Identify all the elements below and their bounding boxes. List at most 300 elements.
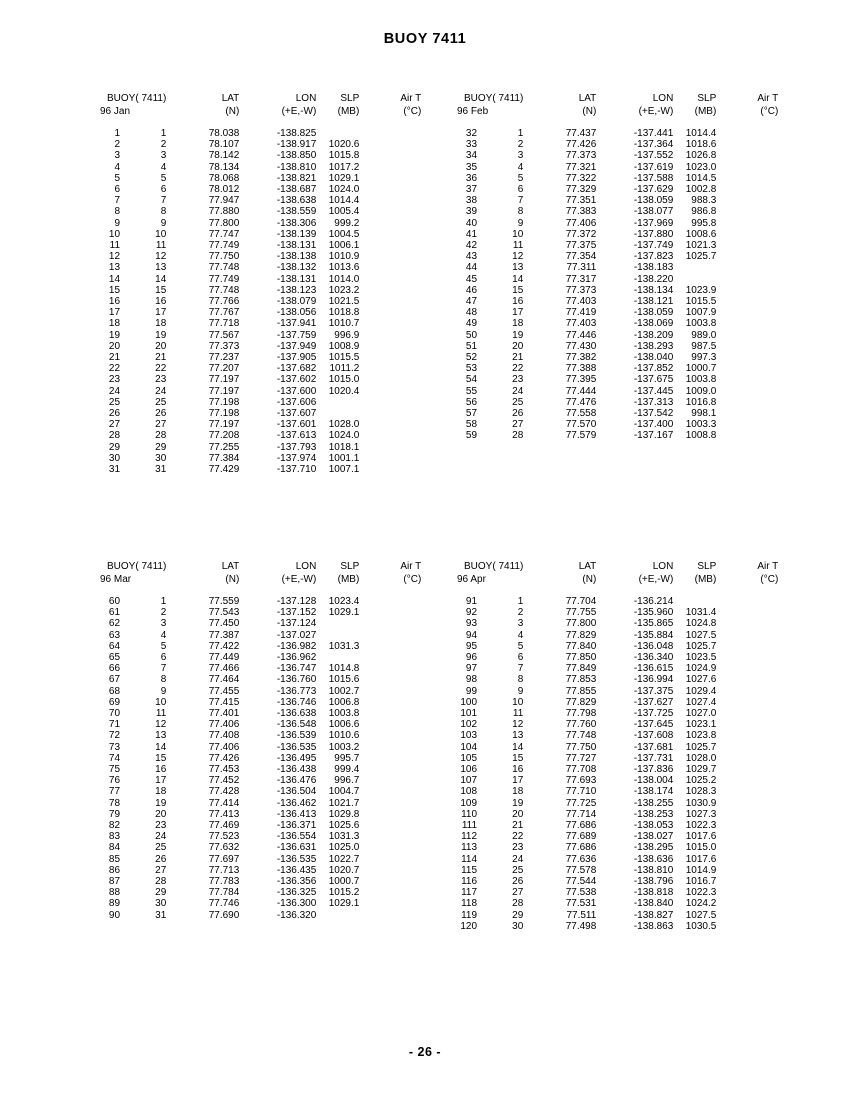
table-row bbox=[85, 341, 421, 352]
col-header-airt: Air T bbox=[757, 561, 779, 572]
table-row bbox=[442, 307, 778, 318]
slp-cell: 1007.9 bbox=[685, 307, 717, 319]
slp-cell: 1002.8 bbox=[685, 184, 717, 196]
slp-cell: 1003.8 bbox=[685, 318, 717, 330]
lat-cell: 77.829 bbox=[565, 629, 597, 641]
lon-cell: -137.167 bbox=[633, 430, 674, 442]
seq-cell: 29 bbox=[108, 441, 121, 453]
airt-cell bbox=[716, 240, 778, 251]
day-cell: 9 bbox=[160, 217, 167, 229]
day-cell: 7 bbox=[160, 663, 167, 675]
lat-cell: 77.850 bbox=[565, 652, 597, 664]
airt-cell bbox=[716, 195, 778, 206]
slp-cell: 1027.0 bbox=[685, 708, 717, 720]
seq-cell: 120 bbox=[460, 920, 478, 932]
seq-cell: 100 bbox=[460, 696, 478, 708]
slp-cell: 1025.7 bbox=[685, 640, 717, 652]
airt-cell bbox=[716, 663, 778, 674]
lat-cell: 77.419 bbox=[565, 307, 597, 319]
lat-cell: 78.068 bbox=[208, 172, 240, 184]
airt-cell bbox=[359, 820, 421, 831]
airt-cell bbox=[716, 786, 778, 797]
day-cell: 18 bbox=[155, 786, 167, 798]
seq-cell: 17 bbox=[108, 307, 121, 319]
lon-cell: -136.982 bbox=[276, 640, 317, 652]
airt-cell bbox=[359, 184, 421, 195]
slp-cell: 1023.4 bbox=[328, 596, 360, 607]
col-unit-lon: (+E,-W) bbox=[281, 106, 317, 117]
day-cell: 11 bbox=[512, 240, 524, 252]
day-cell: 5 bbox=[517, 172, 524, 184]
airt-cell bbox=[359, 686, 421, 697]
airt-cell bbox=[716, 753, 778, 764]
seq-cell: 44 bbox=[465, 262, 478, 274]
slp-cell: 1021.7 bbox=[328, 797, 360, 809]
lat-cell: 78.134 bbox=[208, 161, 240, 173]
seq-cell: 73 bbox=[108, 741, 121, 753]
day-cell: 9 bbox=[517, 217, 524, 229]
col-header-slp: SLP bbox=[340, 93, 360, 104]
lat-cell: 77.749 bbox=[208, 273, 240, 285]
slp-cell: 1015.0 bbox=[685, 842, 717, 854]
lon-cell: -137.974 bbox=[276, 452, 317, 464]
airt-cell bbox=[359, 753, 421, 764]
table-row bbox=[85, 274, 421, 285]
slp-cell: 1030.5 bbox=[685, 920, 717, 932]
airt-cell bbox=[716, 352, 778, 363]
day-cell: 17 bbox=[155, 775, 167, 787]
day-cell: 8 bbox=[517, 674, 524, 686]
buoy-data-table bbox=[85, 92, 421, 475]
airt-cell bbox=[716, 408, 778, 419]
lon-cell: -136.413 bbox=[276, 808, 317, 820]
lon-cell: -135.865 bbox=[633, 618, 674, 630]
seq-cell: 30 bbox=[108, 452, 121, 464]
seq-cell: 28 bbox=[108, 430, 121, 442]
day-cell: 18 bbox=[155, 318, 167, 330]
col-unit-slp: (MB) bbox=[694, 106, 717, 117]
seq-cell: 108 bbox=[460, 786, 478, 798]
lat-cell: 77.531 bbox=[565, 898, 597, 910]
seq-cell: 104 bbox=[460, 741, 478, 753]
lon-cell: -138.810 bbox=[276, 161, 317, 173]
table-row bbox=[442, 730, 778, 741]
slp-cell: 1003.8 bbox=[685, 374, 717, 386]
airt-cell bbox=[716, 251, 778, 262]
slp-cell: 1024.8 bbox=[685, 618, 717, 630]
seq-cell: 26 bbox=[108, 408, 121, 420]
table-row bbox=[442, 195, 778, 206]
lon-cell: -137.364 bbox=[633, 139, 674, 151]
airt-cell bbox=[716, 229, 778, 240]
lat-cell: 77.800 bbox=[208, 217, 240, 229]
airt-cell bbox=[359, 674, 421, 685]
slp-cell: 1011.2 bbox=[329, 363, 360, 375]
lat-cell: 77.713 bbox=[208, 864, 240, 876]
airt-cell bbox=[716, 630, 778, 641]
airt-cell bbox=[359, 139, 421, 150]
lat-cell: 77.767 bbox=[208, 307, 240, 319]
seq-cell: 118 bbox=[461, 898, 478, 910]
lat-cell: 77.760 bbox=[565, 719, 597, 731]
lon-cell: -136.539 bbox=[276, 730, 317, 742]
lon-cell: -138.069 bbox=[633, 318, 674, 330]
airt-cell bbox=[716, 730, 778, 741]
airt-cell bbox=[716, 318, 778, 329]
table-row bbox=[442, 865, 778, 876]
slp-cell bbox=[316, 652, 359, 663]
slp-cell: 1022.3 bbox=[685, 887, 717, 899]
slp-cell bbox=[316, 408, 359, 419]
airt-cell bbox=[716, 162, 778, 173]
slp-cell: 1018.1 bbox=[328, 441, 360, 453]
airt-cell bbox=[716, 262, 778, 273]
lon-cell: -138.825 bbox=[276, 128, 317, 139]
airt-cell bbox=[716, 184, 778, 195]
day-cell: 5 bbox=[517, 640, 524, 652]
lon-cell: -138.053 bbox=[633, 820, 674, 832]
lon-cell: -136.048 bbox=[633, 640, 674, 652]
slp-cell: 1029.8 bbox=[328, 808, 360, 820]
table-row bbox=[442, 318, 778, 329]
table-row bbox=[442, 341, 778, 352]
airt-cell bbox=[716, 330, 778, 341]
slp-cell: 1000.7 bbox=[685, 363, 717, 375]
seq-cell: 61 bbox=[108, 607, 121, 619]
lon-cell: -138.040 bbox=[633, 352, 674, 364]
table-row bbox=[442, 898, 778, 909]
table-row bbox=[442, 641, 778, 652]
airt-cell bbox=[716, 674, 778, 685]
airt-cell bbox=[359, 374, 421, 385]
airt-cell bbox=[359, 809, 421, 820]
slp-cell bbox=[316, 618, 359, 629]
lat-cell: 77.207 bbox=[208, 363, 240, 375]
day-cell: 13 bbox=[155, 262, 167, 274]
table-row bbox=[442, 753, 778, 764]
lon-cell: -137.836 bbox=[633, 764, 674, 776]
lat-cell: 77.437 bbox=[565, 128, 597, 139]
day-cell: 23 bbox=[155, 820, 167, 832]
slp-cell: 1017.6 bbox=[685, 831, 717, 843]
col-header-lon: LON bbox=[652, 561, 674, 572]
slp-cell: 1025.7 bbox=[685, 251, 717, 263]
table-row bbox=[442, 910, 778, 921]
day-cell: 28 bbox=[512, 898, 524, 910]
table-row bbox=[85, 786, 421, 797]
table-row bbox=[85, 831, 421, 842]
day-cell: 16 bbox=[512, 764, 524, 776]
seq-cell: 50 bbox=[465, 329, 478, 341]
table-row bbox=[442, 173, 778, 184]
day-cell: 4 bbox=[517, 629, 524, 641]
seq-cell: 47 bbox=[465, 296, 478, 308]
lon-cell: -138.636 bbox=[633, 853, 674, 865]
day-cell: 12 bbox=[512, 251, 524, 263]
seq-cell: 89 bbox=[108, 898, 121, 910]
airt-cell bbox=[359, 663, 421, 674]
col-header-lat: LAT bbox=[221, 561, 240, 572]
day-cell: 20 bbox=[155, 340, 167, 352]
lon-cell: -138.079 bbox=[276, 296, 317, 308]
col-header-buoy: BUOY( 7411) bbox=[107, 93, 167, 104]
day-cell: 24 bbox=[155, 385, 167, 397]
col-header-lat: LAT bbox=[578, 93, 597, 104]
table-row bbox=[85, 876, 421, 887]
slp-cell: 1014.4 bbox=[685, 128, 717, 139]
table-row bbox=[85, 296, 421, 307]
slp-cell: 1027.6 bbox=[685, 674, 717, 686]
lon-cell: -137.602 bbox=[276, 374, 317, 386]
lat-cell: 77.237 bbox=[208, 352, 240, 364]
slp-cell: 988.3 bbox=[691, 195, 717, 207]
airt-cell bbox=[359, 341, 421, 352]
airt-cell bbox=[716, 910, 778, 921]
day-cell: 1 bbox=[160, 128, 167, 139]
lat-cell: 77.382 bbox=[565, 352, 597, 364]
table-row bbox=[85, 206, 421, 217]
slp-cell: 998.1 bbox=[691, 408, 717, 420]
lon-cell: -138.174 bbox=[633, 786, 674, 798]
slp-cell: 1025.0 bbox=[328, 842, 360, 854]
seq-cell: 101 bbox=[460, 708, 478, 720]
airt-cell bbox=[716, 820, 778, 831]
seq-cell: 40 bbox=[465, 217, 478, 229]
lat-cell: 77.578 bbox=[565, 864, 597, 876]
seq-cell: 87 bbox=[108, 876, 121, 888]
lon-cell: -138.638 bbox=[276, 195, 317, 207]
lat-cell: 77.567 bbox=[208, 329, 240, 341]
day-cell: 17 bbox=[155, 307, 167, 319]
table-row bbox=[442, 686, 778, 697]
col-header-lon: LON bbox=[652, 93, 674, 104]
airt-cell bbox=[359, 641, 421, 652]
seq-cell: 95 bbox=[465, 640, 478, 652]
airt-cell bbox=[359, 865, 421, 876]
lon-cell: -138.917 bbox=[276, 139, 317, 151]
day-cell: 24 bbox=[155, 831, 167, 843]
airt-cell bbox=[716, 374, 778, 385]
slp-cell bbox=[316, 630, 359, 641]
airt-cell bbox=[359, 296, 421, 307]
col-header-buoy: BUOY( 7411) bbox=[107, 561, 167, 572]
lat-cell: 77.464 bbox=[208, 674, 240, 686]
seq-cell: 96 bbox=[465, 652, 478, 664]
airt-cell bbox=[716, 173, 778, 184]
seq-cell: 31 bbox=[108, 464, 121, 476]
lon-cell: -137.542 bbox=[633, 408, 674, 420]
slp-cell: 1023.5 bbox=[685, 652, 717, 664]
lat-cell: 77.208 bbox=[208, 430, 240, 442]
seq-cell: 2 bbox=[114, 139, 121, 151]
lon-cell: -138.559 bbox=[276, 206, 317, 218]
airt-cell bbox=[716, 285, 778, 296]
slp-cell: 1001.1 bbox=[328, 452, 360, 464]
airt-cell bbox=[359, 887, 421, 898]
table-row bbox=[85, 128, 421, 139]
table-month-label: 96 Apr bbox=[457, 574, 486, 585]
seq-cell: 10 bbox=[108, 228, 121, 240]
day-cell: 14 bbox=[155, 273, 167, 285]
day-cell: 2 bbox=[160, 139, 167, 151]
airt-cell bbox=[716, 296, 778, 307]
slp-cell: 1003.8 bbox=[328, 708, 360, 720]
airt-cell bbox=[359, 596, 421, 607]
day-cell: 4 bbox=[160, 629, 167, 641]
table-row bbox=[85, 397, 421, 408]
lat-cell: 77.373 bbox=[208, 340, 240, 352]
airt-cell bbox=[359, 854, 421, 865]
table-row bbox=[85, 442, 421, 453]
lon-cell: -137.445 bbox=[633, 385, 674, 397]
lon-cell: -137.852 bbox=[633, 363, 674, 375]
lon-cell: -138.121 bbox=[633, 296, 674, 308]
airt-cell bbox=[716, 831, 778, 842]
airt-cell bbox=[716, 697, 778, 708]
seq-cell: 48 bbox=[465, 307, 478, 319]
slp-cell: 1017.6 bbox=[685, 853, 717, 865]
lat-cell: 77.710 bbox=[565, 786, 597, 798]
table-row bbox=[85, 697, 421, 708]
lon-cell: -137.941 bbox=[276, 318, 317, 330]
lon-cell: -137.375 bbox=[633, 685, 674, 697]
lat-cell: 77.523 bbox=[208, 831, 240, 843]
slp-cell: 999.2 bbox=[334, 217, 360, 229]
airt-cell bbox=[359, 775, 421, 786]
day-cell: 10 bbox=[155, 696, 167, 708]
slp-cell: 1014.4 bbox=[328, 195, 360, 207]
buoy-data-table bbox=[442, 92, 778, 442]
lon-cell: -136.773 bbox=[276, 685, 317, 697]
table-row bbox=[85, 674, 421, 685]
slp-cell: 1031.4 bbox=[685, 607, 717, 619]
seq-cell: 8 bbox=[114, 206, 121, 218]
lon-cell: -138.123 bbox=[276, 284, 317, 296]
column-unit-row bbox=[442, 573, 778, 586]
day-cell: 29 bbox=[155, 887, 167, 899]
seq-cell: 37 bbox=[465, 184, 478, 196]
lon-cell: -137.905 bbox=[276, 352, 317, 364]
airt-cell bbox=[716, 854, 778, 865]
lat-cell: 77.373 bbox=[565, 284, 597, 296]
day-cell: 15 bbox=[512, 284, 524, 296]
lon-cell: -137.629 bbox=[633, 184, 674, 196]
airt-cell bbox=[716, 708, 778, 719]
table-row bbox=[442, 218, 778, 229]
slp-cell: 1029.1 bbox=[328, 898, 360, 910]
day-cell: 20 bbox=[512, 808, 524, 820]
table-row bbox=[442, 229, 778, 240]
slp-cell: 1008.8 bbox=[685, 430, 717, 442]
lat-cell: 77.401 bbox=[208, 708, 240, 720]
table-row bbox=[85, 663, 421, 674]
airt-cell bbox=[359, 419, 421, 430]
seq-cell: 6 bbox=[114, 184, 121, 196]
col-header-buoy: BUOY( 7411) bbox=[464, 561, 524, 572]
table-row bbox=[85, 352, 421, 363]
table-row bbox=[442, 128, 778, 139]
lon-cell: -138.796 bbox=[633, 876, 674, 888]
lon-cell: -136.356 bbox=[276, 876, 317, 888]
slp-cell: 1015.5 bbox=[328, 352, 360, 364]
slp-cell: 1024.9 bbox=[685, 663, 717, 675]
day-cell: 16 bbox=[512, 296, 524, 308]
lat-cell: 77.840 bbox=[565, 640, 597, 652]
table-row bbox=[85, 641, 421, 652]
column-unit-row bbox=[85, 573, 421, 586]
table-row bbox=[85, 419, 421, 430]
col-unit-airt: (°C) bbox=[403, 106, 422, 117]
day-cell: 6 bbox=[160, 184, 167, 196]
table-row bbox=[85, 842, 421, 853]
lon-cell: -136.435 bbox=[276, 864, 317, 876]
day-cell: 21 bbox=[512, 352, 524, 364]
lat-cell: 77.455 bbox=[208, 685, 240, 697]
day-cell: 15 bbox=[155, 284, 167, 296]
lat-cell: 77.322 bbox=[565, 172, 597, 184]
day-cell: 19 bbox=[512, 329, 524, 341]
seq-cell: 75 bbox=[108, 764, 121, 776]
table-row bbox=[442, 352, 778, 363]
slp-cell: 1006.1 bbox=[328, 240, 360, 252]
slp-cell: 1005.4 bbox=[328, 206, 360, 218]
col-unit-lat: (N) bbox=[582, 106, 597, 117]
slp-cell: 1029.1 bbox=[328, 172, 360, 184]
slp-cell: 1010.6 bbox=[328, 730, 360, 742]
table-row bbox=[442, 184, 778, 195]
airt-cell bbox=[359, 910, 421, 921]
seq-cell: 27 bbox=[108, 419, 121, 431]
day-cell: 8 bbox=[160, 674, 167, 686]
day-cell: 7 bbox=[517, 195, 524, 207]
day-cell: 1 bbox=[517, 128, 524, 139]
header-spacer bbox=[85, 586, 421, 596]
airt-cell bbox=[359, 442, 421, 453]
airt-cell bbox=[359, 786, 421, 797]
slp-cell: 1031.3 bbox=[328, 831, 360, 843]
day-cell: 9 bbox=[160, 685, 167, 697]
day-cell: 19 bbox=[512, 797, 524, 809]
table-row bbox=[442, 408, 778, 419]
seq-cell: 84 bbox=[108, 842, 121, 854]
day-cell: 19 bbox=[155, 797, 167, 809]
day-cell: 17 bbox=[512, 307, 524, 319]
table-row bbox=[85, 184, 421, 195]
lon-cell: -136.320 bbox=[276, 909, 317, 921]
seq-cell: 64 bbox=[108, 640, 121, 652]
table-row bbox=[442, 274, 778, 285]
table-row bbox=[442, 419, 778, 430]
seq-cell: 20 bbox=[108, 340, 121, 352]
airt-cell bbox=[359, 730, 421, 741]
lat-cell: 77.558 bbox=[565, 408, 597, 420]
lat-cell: 77.704 bbox=[565, 596, 597, 607]
seq-cell: 79 bbox=[108, 808, 121, 820]
day-cell: 27 bbox=[512, 419, 524, 431]
slp-cell: 1022.7 bbox=[328, 853, 360, 865]
table-row bbox=[442, 708, 778, 719]
table-row bbox=[442, 697, 778, 708]
slp-cell: 996.9 bbox=[334, 329, 360, 341]
table-row bbox=[442, 742, 778, 753]
slp-cell: 1017.2 bbox=[328, 161, 360, 173]
table-row bbox=[442, 786, 778, 797]
airt-cell bbox=[716, 652, 778, 663]
lon-cell: -138.132 bbox=[276, 262, 317, 274]
slp-cell: 1025.7 bbox=[685, 741, 717, 753]
lon-cell: -138.863 bbox=[633, 920, 674, 932]
table-row bbox=[85, 630, 421, 641]
